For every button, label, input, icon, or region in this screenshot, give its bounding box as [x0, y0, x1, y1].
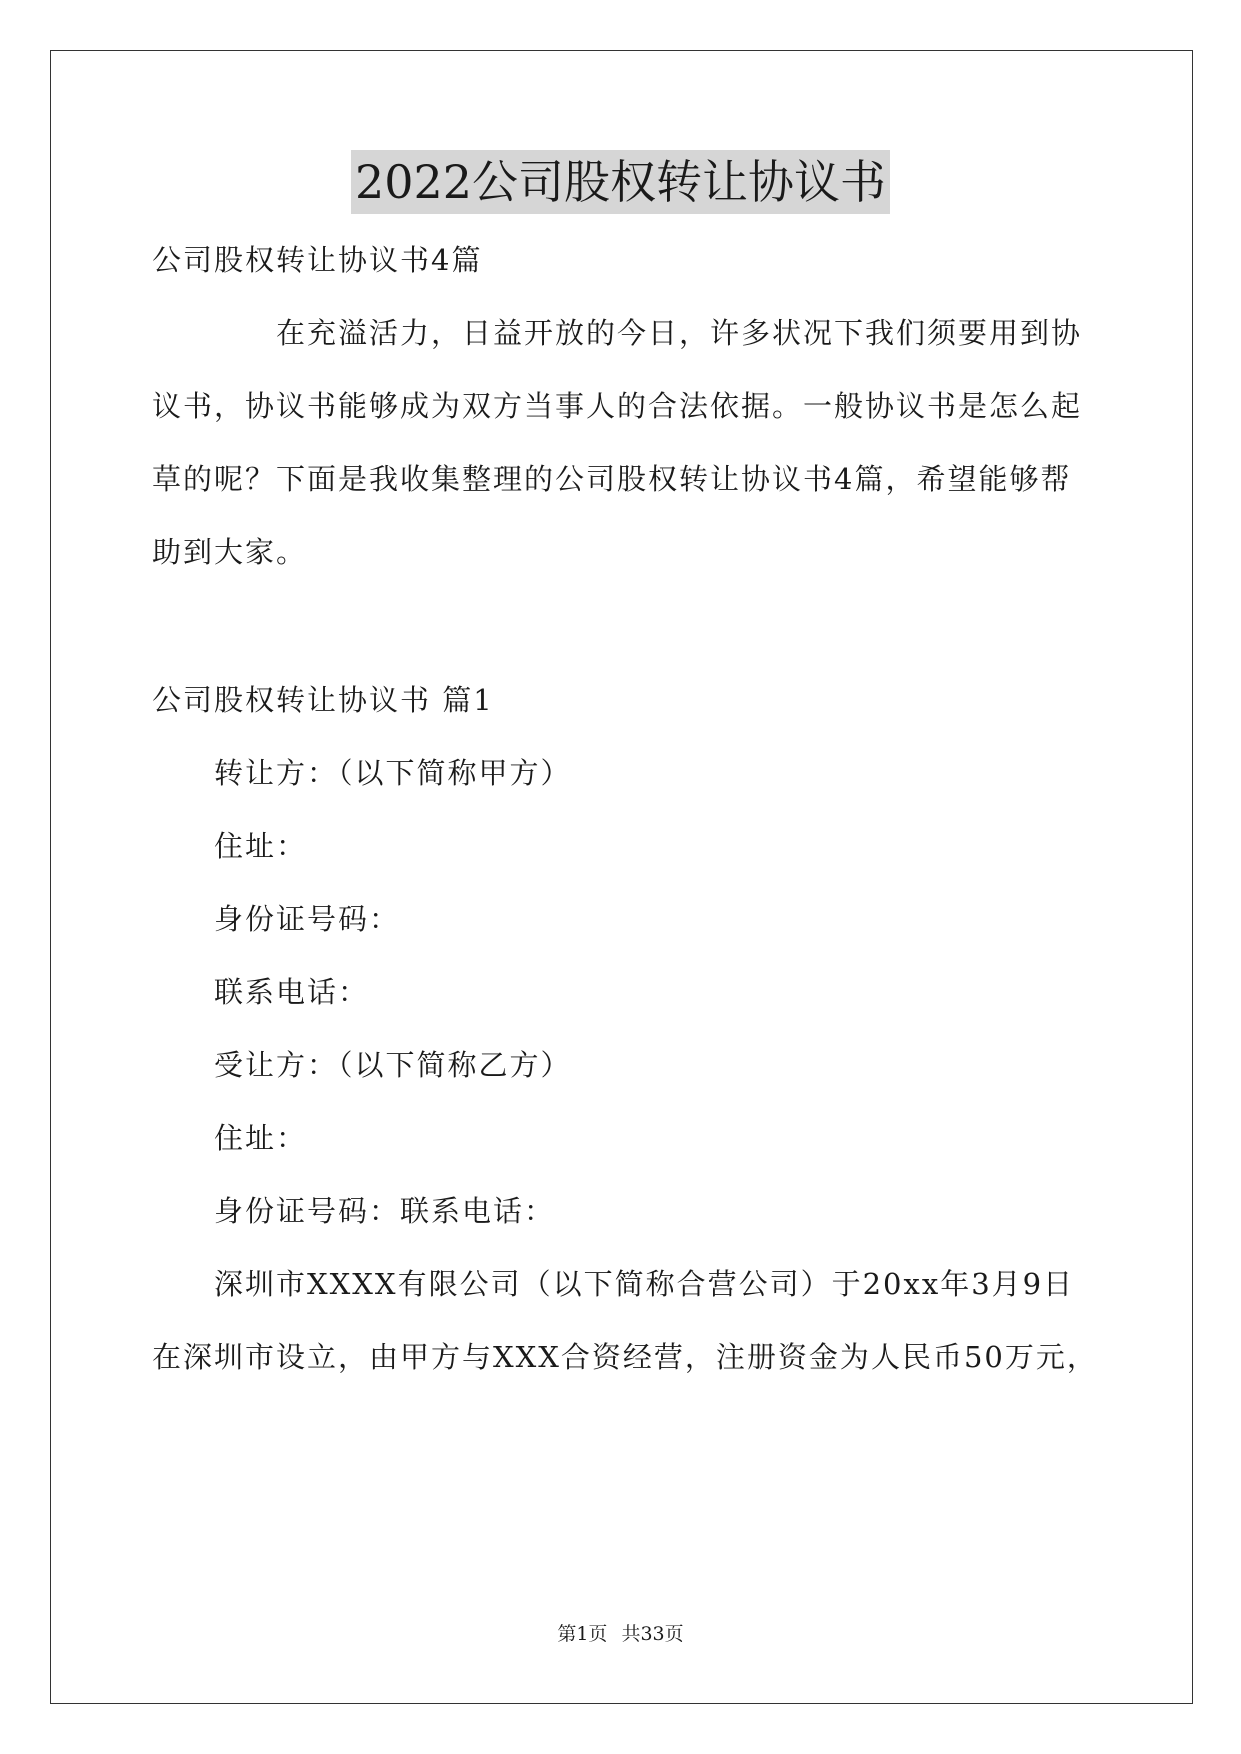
transferor-label: 转让方：（以下简称甲方）: [214, 756, 572, 790]
section-heading: 公司股权转让协议书 篇1: [152, 683, 494, 717]
paragraph-line: 在充溢活力，日益开放的今日，许多状况下我们须要用到协: [276, 316, 1083, 350]
page-footer: [0, 1622, 1241, 1646]
page-border: [50, 50, 1193, 1704]
phone-label: 联系电话：: [214, 975, 370, 1009]
total-pages: 共33页: [621, 1623, 684, 1645]
document-title: 2022公司股权转让协议书: [351, 150, 890, 214]
paragraph-line: 助到大家。: [152, 535, 308, 569]
paragraph-line: 议书，协议书能够成为双方当事人的合法依据。一般协议书是怎么起: [152, 389, 1083, 423]
title-container: [0, 150, 1241, 214]
page-number: 第1页: [557, 1623, 608, 1645]
address-label: 住址：: [214, 1121, 308, 1155]
paragraph-line: 草的呢？下面是我收集整理的公司股权转让协议书4篇，希望能够帮: [152, 462, 1072, 496]
id-number-label: 身份证号码：: [214, 902, 401, 936]
paragraph-line: 深圳市XXXX有限公司（以下简称合营公司）于20xx年3月9日: [214, 1267, 1075, 1301]
transferee-label: 受让方：（以下简称乙方）: [214, 1048, 572, 1082]
paragraph-line: 在深圳市设立，由甲方与XXX合资经营，注册资金为人民币50万元，: [152, 1340, 1098, 1374]
id-phone-label: 身份证号码：联系电话：: [214, 1194, 556, 1228]
subtitle-line: 公司股权转让协议书4篇: [152, 243, 483, 277]
address-label: 住址：: [214, 829, 308, 863]
